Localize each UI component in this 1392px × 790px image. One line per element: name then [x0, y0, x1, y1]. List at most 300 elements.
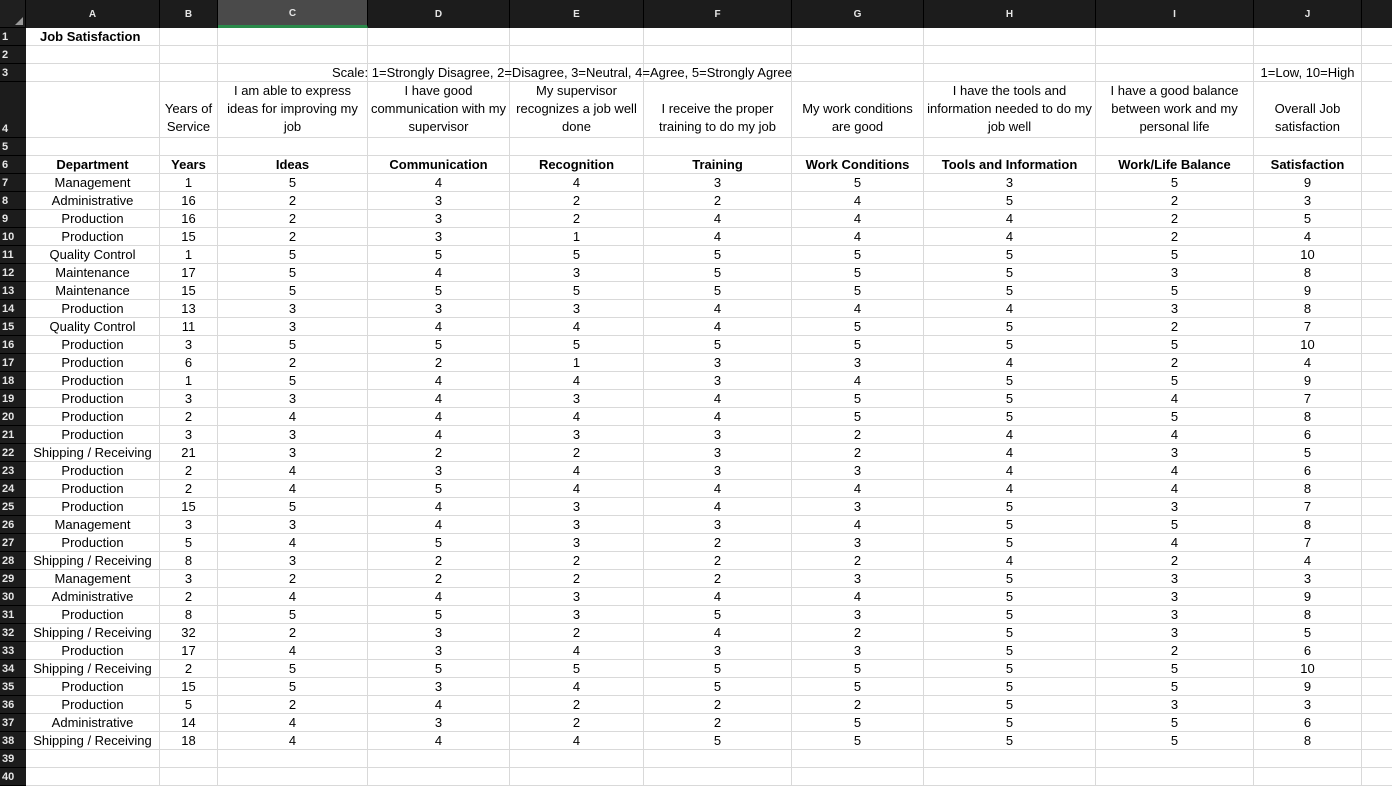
value-cell[interactable]: 2	[160, 588, 218, 606]
grid-cell[interactable]	[1362, 570, 1392, 588]
department-cell[interactable]: Quality Control	[26, 246, 160, 264]
grid-cell[interactable]	[924, 768, 1096, 786]
value-cell[interactable]: 1	[160, 174, 218, 192]
value-cell[interactable]: 3	[644, 462, 792, 480]
value-cell[interactable]: 2	[510, 210, 644, 228]
value-cell[interactable]: 5	[924, 372, 1096, 390]
value-cell[interactable]: 2	[510, 444, 644, 462]
value-cell[interactable]: 3	[1254, 570, 1362, 588]
value-cell[interactable]: 5	[792, 678, 924, 696]
value-cell[interactable]: 5	[792, 174, 924, 192]
value-cell[interactable]: 4	[510, 678, 644, 696]
row-header[interactable]: 27	[0, 534, 26, 552]
value-cell[interactable]: 5	[644, 246, 792, 264]
grid-cell[interactable]	[1362, 714, 1392, 732]
value-cell[interactable]: 3	[792, 498, 924, 516]
column-label[interactable]: Satisfaction	[1254, 156, 1362, 174]
value-cell[interactable]: 6	[1254, 426, 1362, 444]
value-cell[interactable]: 4	[368, 408, 510, 426]
value-cell[interactable]: 5	[644, 606, 792, 624]
grid-cell[interactable]	[1096, 750, 1254, 768]
value-cell[interactable]: 3	[792, 606, 924, 624]
select-all-corner[interactable]	[0, 0, 26, 28]
row-header[interactable]: 10	[0, 228, 26, 246]
row-header[interactable]: 34	[0, 660, 26, 678]
value-cell[interactable]: 5	[1096, 246, 1254, 264]
value-cell[interactable]: 9	[1254, 282, 1362, 300]
value-cell[interactable]: 5	[924, 606, 1096, 624]
value-cell[interactable]: 5	[924, 642, 1096, 660]
value-cell[interactable]: 3	[160, 570, 218, 588]
value-cell[interactable]: 4	[1096, 426, 1254, 444]
value-cell[interactable]: 2	[644, 192, 792, 210]
value-cell[interactable]: 4	[924, 228, 1096, 246]
value-cell[interactable]: 5	[1254, 210, 1362, 228]
value-cell[interactable]: 5	[644, 264, 792, 282]
value-cell[interactable]: 10	[1254, 246, 1362, 264]
row-header[interactable]: 37	[0, 714, 26, 732]
value-cell[interactable]: 4	[368, 696, 510, 714]
grid-cell[interactable]	[1362, 480, 1392, 498]
grid-cell[interactable]	[1362, 246, 1392, 264]
column-label[interactable]: Tools and Information	[924, 156, 1096, 174]
value-cell[interactable]: 2	[160, 480, 218, 498]
value-cell[interactable]: 3	[218, 426, 368, 444]
value-cell[interactable]: 3	[1096, 624, 1254, 642]
grid-cell[interactable]	[1362, 228, 1392, 246]
value-cell[interactable]: 5	[924, 318, 1096, 336]
value-cell[interactable]: 4	[510, 642, 644, 660]
grid-cell[interactable]	[1362, 192, 1392, 210]
value-cell[interactable]: 5	[644, 282, 792, 300]
value-cell[interactable]: 3	[510, 498, 644, 516]
value-cell[interactable]: 4	[644, 408, 792, 426]
value-cell[interactable]: 2	[160, 660, 218, 678]
value-cell[interactable]: 3	[792, 534, 924, 552]
grid-cell[interactable]	[924, 46, 1096, 64]
row-header[interactable]: 4	[0, 82, 26, 138]
value-cell[interactable]: 2	[644, 552, 792, 570]
grid-cell[interactable]	[26, 768, 160, 786]
value-cell[interactable]: 3	[368, 228, 510, 246]
grid-cell[interactable]	[792, 768, 924, 786]
row-header[interactable]: 39	[0, 750, 26, 768]
row-header[interactable]: 26	[0, 516, 26, 534]
value-cell[interactable]: 5	[924, 714, 1096, 732]
grid-cell[interactable]	[1362, 732, 1392, 750]
grid-cell[interactable]	[26, 64, 160, 82]
column-label[interactable]: Recognition	[510, 156, 644, 174]
value-cell[interactable]: 4	[644, 588, 792, 606]
value-cell[interactable]: 4	[368, 426, 510, 444]
value-cell[interactable]: 5	[218, 372, 368, 390]
value-cell[interactable]: 5	[924, 624, 1096, 642]
value-cell[interactable]: 4	[218, 462, 368, 480]
grid-cell[interactable]	[510, 46, 644, 64]
value-cell[interactable]: 4	[510, 408, 644, 426]
value-cell[interactable]: 9	[1254, 588, 1362, 606]
value-cell[interactable]: 5	[924, 534, 1096, 552]
row-header[interactable]: 9	[0, 210, 26, 228]
value-cell[interactable]: 1	[160, 246, 218, 264]
value-cell[interactable]: 4	[644, 498, 792, 516]
value-cell[interactable]: 4	[368, 390, 510, 408]
value-cell[interactable]: 10	[1254, 336, 1362, 354]
grid-cell[interactable]	[644, 750, 792, 768]
value-cell[interactable]: 5	[1096, 660, 1254, 678]
column-header-i[interactable]: I	[1096, 0, 1254, 28]
grid-cell[interactable]	[792, 138, 924, 156]
value-cell[interactable]: 5	[792, 660, 924, 678]
value-cell[interactable]: 5	[792, 264, 924, 282]
value-cell[interactable]: 15	[160, 498, 218, 516]
grid-cell[interactable]	[644, 768, 792, 786]
department-cell[interactable]: Shipping / Receiving	[26, 732, 160, 750]
grid-cell[interactable]	[218, 768, 368, 786]
department-cell[interactable]: Production	[26, 606, 160, 624]
grid-cell[interactable]	[644, 138, 792, 156]
department-cell[interactable]: Maintenance	[26, 264, 160, 282]
department-cell[interactable]: Administrative	[26, 714, 160, 732]
department-cell[interactable]: Shipping / Receiving	[26, 444, 160, 462]
value-cell[interactable]: 4	[368, 732, 510, 750]
row-header[interactable]: 2	[0, 46, 26, 64]
value-cell[interactable]: 5	[792, 732, 924, 750]
grid-cell[interactable]	[1362, 516, 1392, 534]
grid-cell[interactable]	[26, 46, 160, 64]
value-cell[interactable]: 5	[924, 408, 1096, 426]
value-cell[interactable]: 3	[1096, 606, 1254, 624]
value-cell[interactable]: 5	[218, 282, 368, 300]
value-cell[interactable]: 3	[368, 462, 510, 480]
value-cell[interactable]: 8	[1254, 408, 1362, 426]
row-header[interactable]: 20	[0, 408, 26, 426]
value-cell[interactable]: 14	[160, 714, 218, 732]
value-cell[interactable]: 2	[1096, 228, 1254, 246]
value-cell[interactable]: 5	[924, 390, 1096, 408]
value-cell[interactable]: 1	[160, 372, 218, 390]
value-cell[interactable]: 2	[218, 570, 368, 588]
grid-cell[interactable]	[924, 64, 1096, 82]
grid-cell[interactable]	[368, 46, 510, 64]
value-cell[interactable]: 4	[1254, 552, 1362, 570]
value-cell[interactable]: 3	[644, 372, 792, 390]
value-cell[interactable]: 3	[644, 174, 792, 192]
grid-cell[interactable]	[510, 138, 644, 156]
value-cell[interactable]: 4	[792, 480, 924, 498]
value-cell[interactable]: 5	[924, 264, 1096, 282]
value-cell[interactable]: 4	[924, 426, 1096, 444]
value-cell[interactable]: 4	[792, 192, 924, 210]
department-cell[interactable]: Administrative	[26, 192, 160, 210]
grid-cell[interactable]	[1254, 750, 1362, 768]
value-cell[interactable]: 3	[792, 570, 924, 588]
row-header[interactable]: 33	[0, 642, 26, 660]
department-cell[interactable]: Production	[26, 354, 160, 372]
value-cell[interactable]: 3	[644, 642, 792, 660]
value-cell[interactable]: 4	[368, 318, 510, 336]
row-header[interactable]: 35	[0, 678, 26, 696]
grid-cell[interactable]	[1362, 264, 1392, 282]
value-cell[interactable]: 5	[792, 246, 924, 264]
value-cell[interactable]: 3	[218, 318, 368, 336]
value-cell[interactable]: 2	[792, 444, 924, 462]
column-label[interactable]: Ideas	[218, 156, 368, 174]
grid-cell[interactable]	[26, 750, 160, 768]
value-cell[interactable]: 2	[510, 624, 644, 642]
value-cell[interactable]: 6	[160, 354, 218, 372]
value-cell[interactable]: 3	[1254, 192, 1362, 210]
value-cell[interactable]: 4	[1096, 534, 1254, 552]
value-cell[interactable]: 3	[160, 426, 218, 444]
column-header-b[interactable]: B	[160, 0, 218, 28]
grid-cell[interactable]	[1362, 426, 1392, 444]
value-cell[interactable]: 3	[644, 354, 792, 372]
value-cell[interactable]: 4	[792, 300, 924, 318]
value-cell[interactable]: 3	[510, 534, 644, 552]
value-cell[interactable]: 5	[218, 660, 368, 678]
value-cell[interactable]: 4	[510, 372, 644, 390]
value-cell[interactable]: 5	[792, 282, 924, 300]
value-cell[interactable]: 8	[160, 552, 218, 570]
value-cell[interactable]: 9	[1254, 678, 1362, 696]
department-cell[interactable]: Production	[26, 480, 160, 498]
grid-cell[interactable]	[1362, 46, 1392, 64]
grid-cell[interactable]	[644, 46, 792, 64]
value-cell[interactable]: 5	[510, 246, 644, 264]
value-cell[interactable]: 3	[1096, 444, 1254, 462]
value-cell[interactable]: 4	[1254, 354, 1362, 372]
department-cell[interactable]: Production	[26, 210, 160, 228]
row-header[interactable]: 15	[0, 318, 26, 336]
grid-cell[interactable]	[1254, 46, 1362, 64]
value-cell[interactable]: 18	[160, 732, 218, 750]
grid-cell[interactable]	[644, 28, 792, 46]
department-cell[interactable]: Production	[26, 300, 160, 318]
value-cell[interactable]: 5	[160, 534, 218, 552]
value-cell[interactable]: 4	[368, 264, 510, 282]
value-cell[interactable]: 4	[368, 174, 510, 192]
grid-cell[interactable]	[1362, 624, 1392, 642]
value-cell[interactable]: 5	[218, 498, 368, 516]
value-cell[interactable]: 2	[218, 696, 368, 714]
row-header[interactable]: 6	[0, 156, 26, 174]
value-cell[interactable]: 4	[510, 462, 644, 480]
row-header[interactable]: 14	[0, 300, 26, 318]
question-header[interactable]: I have good communication with my supervisor	[368, 82, 510, 138]
row-header[interactable]: 23	[0, 462, 26, 480]
row-header[interactable]: 5	[0, 138, 26, 156]
value-cell[interactable]: 5	[924, 192, 1096, 210]
value-cell[interactable]: 5	[218, 246, 368, 264]
value-cell[interactable]: 5	[1254, 624, 1362, 642]
department-cell[interactable]: Production	[26, 372, 160, 390]
column-header-c[interactable]: C	[218, 0, 368, 28]
value-cell[interactable]: 5	[368, 606, 510, 624]
value-cell[interactable]: 5	[792, 318, 924, 336]
value-cell[interactable]: 2	[1096, 210, 1254, 228]
row-header[interactable]: 18	[0, 372, 26, 390]
department-cell[interactable]: Administrative	[26, 588, 160, 606]
value-cell[interactable]: 2	[644, 534, 792, 552]
value-cell[interactable]: 5	[924, 246, 1096, 264]
grid-cell[interactable]	[1362, 282, 1392, 300]
column-label[interactable]: Communication	[368, 156, 510, 174]
grid-cell[interactable]	[1254, 138, 1362, 156]
value-cell[interactable]: 3	[160, 516, 218, 534]
grid-cell[interactable]	[160, 46, 218, 64]
value-cell[interactable]: 2	[160, 408, 218, 426]
value-cell[interactable]: 4	[218, 642, 368, 660]
value-cell[interactable]: 8	[1254, 606, 1362, 624]
value-cell[interactable]: 5	[1096, 714, 1254, 732]
value-cell[interactable]: 3	[1096, 696, 1254, 714]
value-cell[interactable]: 5	[368, 534, 510, 552]
value-cell[interactable]: 2	[368, 570, 510, 588]
grid-cell[interactable]	[924, 750, 1096, 768]
grid-cell[interactable]	[1362, 750, 1392, 768]
row-header[interactable]: 38	[0, 732, 26, 750]
value-cell[interactable]: 8	[1254, 732, 1362, 750]
value-cell[interactable]: 2	[368, 354, 510, 372]
value-cell[interactable]: 5	[924, 588, 1096, 606]
department-cell[interactable]: Shipping / Receiving	[26, 552, 160, 570]
value-cell[interactable]: 3	[1096, 498, 1254, 516]
value-cell[interactable]: 2	[792, 552, 924, 570]
value-cell[interactable]: 2	[510, 552, 644, 570]
value-cell[interactable]: 4	[218, 588, 368, 606]
value-cell[interactable]: 2	[792, 426, 924, 444]
grid-cell[interactable]	[1096, 138, 1254, 156]
value-cell[interactable]: 4	[792, 210, 924, 228]
department-cell[interactable]: Production	[26, 408, 160, 426]
column-header-d[interactable]: D	[368, 0, 510, 28]
row-header[interactable]: 19	[0, 390, 26, 408]
value-cell[interactable]: 3	[368, 624, 510, 642]
grid-cell[interactable]	[218, 750, 368, 768]
value-cell[interactable]: 5	[792, 408, 924, 426]
row-header[interactable]: 24	[0, 480, 26, 498]
value-cell[interactable]: 4	[644, 210, 792, 228]
grid-cell[interactable]	[160, 138, 218, 156]
value-cell[interactable]: 5	[924, 282, 1096, 300]
value-cell[interactable]: 2	[1096, 354, 1254, 372]
value-cell[interactable]: 4	[644, 228, 792, 246]
value-cell[interactable]: 3	[644, 444, 792, 462]
value-cell[interactable]: 3	[368, 192, 510, 210]
value-cell[interactable]: 5	[1254, 444, 1362, 462]
grid-cell[interactable]	[1362, 390, 1392, 408]
value-cell[interactable]: 5	[644, 660, 792, 678]
value-cell[interactable]: 5	[1096, 516, 1254, 534]
value-cell[interactable]: 11	[160, 318, 218, 336]
grid-cell[interactable]	[1362, 462, 1392, 480]
grid-cell[interactable]	[1362, 336, 1392, 354]
column-header-a[interactable]: A	[26, 0, 160, 28]
grid-cell[interactable]	[160, 750, 218, 768]
value-cell[interactable]: 2	[218, 210, 368, 228]
value-cell[interactable]: 5	[218, 606, 368, 624]
column-header-j[interactable]: J	[1254, 0, 1362, 28]
value-cell[interactable]: 5	[924, 678, 1096, 696]
value-cell[interactable]: 4	[644, 480, 792, 498]
column-label[interactable]: Department	[26, 156, 160, 174]
value-cell[interactable]: 2	[510, 192, 644, 210]
value-cell[interactable]: 21	[160, 444, 218, 462]
column-label[interactable]: Years	[160, 156, 218, 174]
value-cell[interactable]: 5	[1096, 678, 1254, 696]
department-cell[interactable]: Production	[26, 426, 160, 444]
value-cell[interactable]: 2	[510, 714, 644, 732]
value-cell[interactable]: 4	[218, 732, 368, 750]
grid-cell[interactable]	[1362, 498, 1392, 516]
question-header[interactable]: Overall Job satisfaction	[1254, 82, 1362, 138]
value-cell[interactable]: 4	[1096, 462, 1254, 480]
grid-cell[interactable]	[218, 28, 368, 46]
department-cell[interactable]: Management	[26, 174, 160, 192]
value-cell[interactable]: 6	[1254, 642, 1362, 660]
column-label[interactable]: Work/Life Balance	[1096, 156, 1254, 174]
value-cell[interactable]: 4	[368, 588, 510, 606]
sheet-title[interactable]: Job Satisfaction	[26, 28, 160, 46]
value-cell[interactable]: 3	[160, 390, 218, 408]
column-header-f[interactable]: F	[644, 0, 792, 28]
grid-cell[interactable]	[1362, 642, 1392, 660]
value-cell[interactable]: 3	[792, 642, 924, 660]
value-cell[interactable]: 7	[1254, 534, 1362, 552]
question-header[interactable]: My supervisor recognizes a job well done	[510, 82, 644, 138]
grid-cell[interactable]	[792, 28, 924, 46]
question-header[interactable]: I have a good balance between work and my personal life	[1096, 82, 1254, 138]
department-cell[interactable]: Quality Control	[26, 318, 160, 336]
grid-cell[interactable]	[1362, 552, 1392, 570]
value-cell[interactable]: 4	[644, 300, 792, 318]
department-cell[interactable]: Shipping / Receiving	[26, 660, 160, 678]
question-header[interactable]: I am able to express ideas for improving my job	[218, 82, 368, 138]
value-cell[interactable]: 3	[368, 210, 510, 228]
row-header[interactable]: 7	[0, 174, 26, 192]
grid-cell[interactable]	[26, 82, 160, 138]
value-cell[interactable]: 4	[792, 588, 924, 606]
value-cell[interactable]: 5	[924, 336, 1096, 354]
value-cell[interactable]: 3	[510, 390, 644, 408]
value-cell[interactable]: 4	[924, 552, 1096, 570]
grid-cell[interactable]	[1362, 64, 1392, 82]
value-cell[interactable]: 5	[792, 390, 924, 408]
value-cell[interactable]: 3	[924, 174, 1096, 192]
row-header[interactable]: 22	[0, 444, 26, 462]
value-cell[interactable]: 5	[368, 660, 510, 678]
value-cell[interactable]: 3	[218, 516, 368, 534]
grid-cell[interactable]	[792, 46, 924, 64]
value-cell[interactable]: 5	[510, 336, 644, 354]
value-cell[interactable]: 5	[644, 732, 792, 750]
department-cell[interactable]: Production	[26, 462, 160, 480]
row-header[interactable]: 11	[0, 246, 26, 264]
grid-cell[interactable]	[1362, 138, 1392, 156]
value-cell[interactable]: 3	[510, 516, 644, 534]
value-cell[interactable]: 3	[218, 390, 368, 408]
value-cell[interactable]: 4	[644, 624, 792, 642]
row-header[interactable]: 30	[0, 588, 26, 606]
grid-cell[interactable]	[368, 768, 510, 786]
value-cell[interactable]: 5	[510, 282, 644, 300]
row-header[interactable]: 13	[0, 282, 26, 300]
value-cell[interactable]: 5	[1096, 282, 1254, 300]
row-header[interactable]: 29	[0, 570, 26, 588]
question-header[interactable]: I receive the proper training to do my job	[644, 82, 792, 138]
grid-cell[interactable]	[1362, 768, 1392, 786]
